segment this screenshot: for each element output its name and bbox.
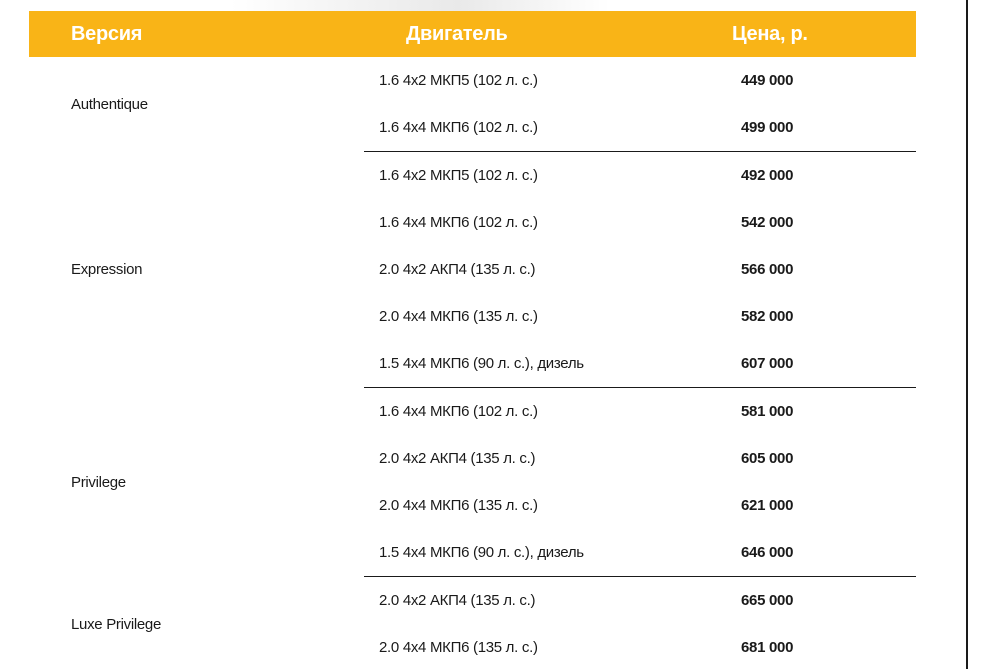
- engine-cell: 2.0 4x2 АКП4 (135 л. с.): [379, 261, 536, 278]
- engine-cell: 1.6 4x4 МКП6 (102 л. с.): [379, 214, 538, 231]
- price-cell: 665 000: [741, 592, 794, 609]
- table-row: [29, 388, 916, 436]
- price-cell: 607 000: [664, 340, 916, 388]
- table-header: [29, 11, 916, 57]
- header-price: Цена, р.: [664, 11, 916, 57]
- version-cell: Privilege: [71, 473, 126, 491]
- price-cell: 566 000: [741, 261, 794, 278]
- engine-cell: 2.0 4x2 АКП4 (135 л. с.): [379, 450, 536, 467]
- price-cell: 582 000: [741, 308, 794, 325]
- table-body: [29, 57, 916, 669]
- engine-cell: 2.0 4x4 МКП6 (135 л. с.): [379, 308, 538, 325]
- price-cell: 621 000: [741, 497, 794, 514]
- engine-cell: 2.0 4x4 МКП6 (135 л. с.): [364, 624, 664, 669]
- version-cell: Expression: [71, 261, 143, 278]
- price-cell: 681 000: [664, 624, 916, 669]
- header-version: Версия: [29, 11, 364, 57]
- price-cell: 542 000: [741, 214, 794, 231]
- table-row: [29, 57, 916, 104]
- engine-cell: 1.5 4x4 МКП6 (90 л. с.), дизель: [364, 529, 664, 577]
- engine-cell: 1.6 4x2 МКП5 (102 л. с.): [379, 167, 538, 184]
- price-cell: 605 000: [741, 450, 794, 467]
- header-engine: Двигатель: [364, 11, 664, 57]
- version-cell: Authentique: [71, 95, 148, 113]
- engine-cell: 1.6 4x2 МКП5 (102 л. с.): [379, 72, 538, 89]
- table-row: [29, 577, 916, 625]
- header-row: [29, 11, 916, 57]
- price-table: [29, 11, 916, 669]
- price-cell: 499 000: [664, 104, 916, 152]
- version-cell: Luxe Privilege: [71, 615, 162, 633]
- price-cell: 492 000: [741, 167, 794, 184]
- price-cell: 646 000: [664, 529, 916, 577]
- price-cell: 449 000: [741, 72, 794, 89]
- engine-cell: 2.0 4x4 МКП6 (135 л. с.): [379, 497, 538, 514]
- engine-cell: 2.0 4x2 АКП4 (135 л. с.): [379, 592, 536, 609]
- engine-cell: 1.5 4x4 МКП6 (90 л. с.), дизель: [364, 340, 664, 388]
- engine-cell: 1.6 4x4 МКП6 (102 л. с.): [379, 403, 538, 420]
- table-row: [29, 152, 916, 200]
- price-cell: 581 000: [741, 403, 794, 420]
- page-edge-rule: [966, 0, 968, 669]
- engine-cell: 1.6 4x4 МКП6 (102 л. с.): [364, 104, 664, 152]
